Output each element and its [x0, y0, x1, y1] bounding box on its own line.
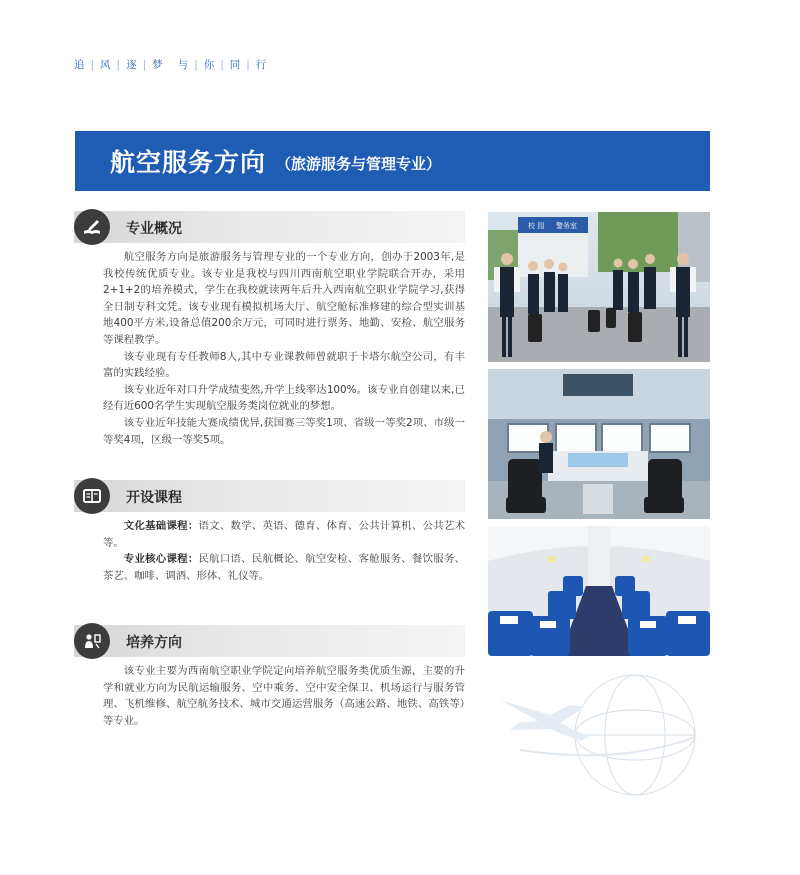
core-courses-value: 民航口语、民航概论、航空安检、客舱服务、餐饮服务、茶艺、咖啡、调酒、形体、礼仪等。 [103, 553, 466, 582]
courses-text [103, 518, 465, 584]
photo-simulator [488, 369, 710, 519]
overview-paragraph: 航空服务方向是旅游服务与管理专业的一个专业方向，创办于2003年,是我校传统优质专业。该专业是我校与四川西南航空职业学院联合开办，采用2+1+2的培养模式，学生在我校就读两年后升入西南航空职业学院学习,获得全日制专科文凭。该专业现有模拟机场大厅、航空舱标准修建的综合型实训基地400平方米,设备总值200余万元，可同时进行票务、地勤、安检、航空服务等课程教学。 [103, 251, 465, 346]
globe-plane-decoration-icon [490, 655, 720, 805]
basic-courses-value: 语文、数学、英语、德育、体育、公共计算机、公共艺术等。 [103, 520, 466, 549]
core-courses [103, 551, 465, 584]
page-banner [75, 131, 710, 191]
photo-cabin [488, 526, 710, 656]
pen-book-icon [74, 209, 110, 245]
slogan-char: 与 [177, 59, 190, 71]
slogan-char: 同 [229, 59, 242, 71]
sign-left-text: 校 园 [528, 222, 545, 230]
slogan-char: 逐 [126, 59, 138, 71]
slogan-char: 追 [74, 59, 86, 71]
section-header-courses [74, 480, 465, 512]
section-header-direction [74, 625, 465, 657]
core-courses-label: 专业核心课程： [123, 553, 199, 566]
overview-text [103, 249, 465, 448]
section-header-overview [74, 211, 465, 243]
sign-right-text: 警务室 [556, 222, 577, 230]
direction-paragraph: 该专业主要为西南航空职业学院定向培养航空服务类优质生源，主要的升学和就业方向为民航运输服务、空中乘务、空中安全保卫、机场运行与服务管理、飞机维修、航空航务技术、城市交通运营服务（高速公路、地铁、高铁等）等专业。 [103, 665, 465, 727]
book-icon [74, 478, 110, 514]
page-subtitle: （旅游服务与管理专业） [276, 155, 442, 173]
overview-paragraph: 该专业近年对口升学成绩斐然,升学上线率达100%。该专业自创建以来,已经有近600名学生实现航空服务类岗位就业的梦想。 [103, 383, 465, 413]
slogan-char: 你 [203, 59, 216, 71]
direction-text [103, 663, 465, 729]
overview-paragraph: 该专业近年技能大赛成绩优异,获国赛三等奖1项、省级一等奖2项、市级一等奖4项，区级一等奖5项。 [103, 416, 465, 446]
section-title: 培养方向 [126, 635, 182, 651]
overview-paragraph: 该专业现有专任教师8人,其中专业课教师曾就职于卡塔尔航空公司，有丰富的实践经验。 [103, 350, 465, 380]
slogan-char: 梦 [152, 59, 164, 71]
section-title: 专业概况 [126, 221, 182, 237]
page-title: 航空服务方向 [110, 148, 267, 177]
slogan-char: 行 [255, 59, 268, 71]
basic-courses [103, 518, 465, 551]
slogan: 追 | 风 | 逐 | 梦 与 | 你 | 同 | 行 [74, 58, 268, 71]
basic-courses-label: 文化基础课程： [123, 520, 199, 532]
photo-students [488, 212, 710, 362]
slogan-char: 风 [100, 59, 112, 71]
section-title: 开设课程 [126, 490, 182, 506]
graduate-icon [74, 623, 110, 659]
